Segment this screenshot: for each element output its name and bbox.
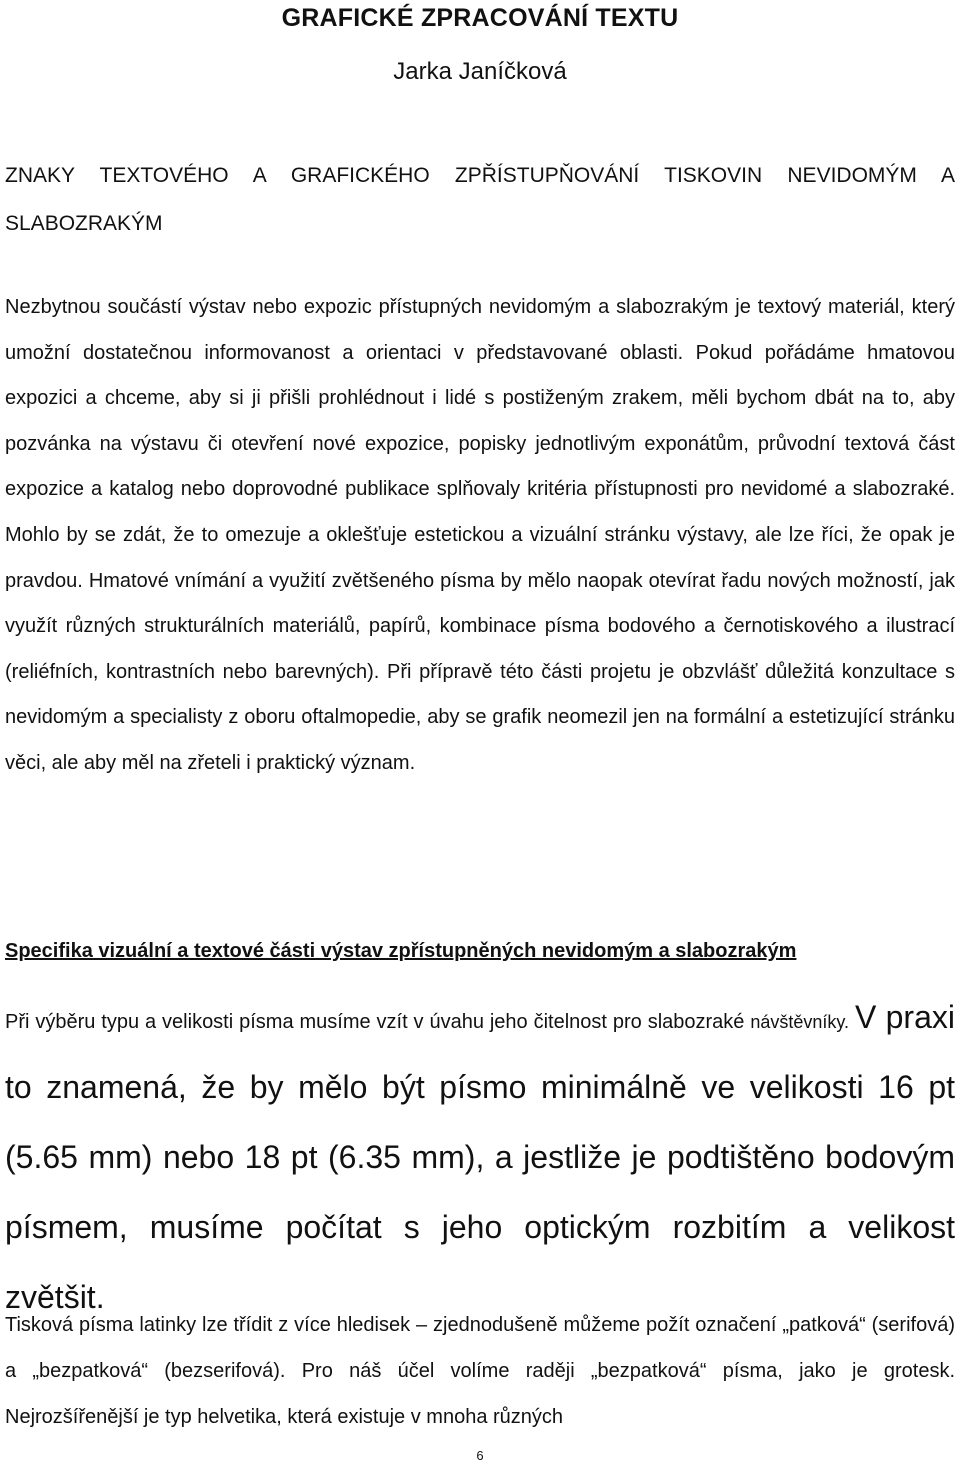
paragraph-intro: Nezbytnou součástí výstav nebo expozic přístupných nevidomým a slabozrakým je textový materiál, který umožní dostatečnou informovanost a orientaci v představované oblasti. Pokud pořádáme hmatovou expozici a chceme, aby si ji přišli prohlédnout i lidé s postiženým zrakem, měli bychom dbát na to, aby pozvánka na výstavu či otevření nové expozice, popisky jednotlivým exponátům, průvodní textová část expozice a katalog nebo doprovodné publikace splňovaly kritéria přístupnosti pro nevidomé a slabozraké. Mohlo by se zdát, že to omezuje a oklešťuje estetickou a vizuální stránku výstavy, ale lze říci, že opak je pravdou. Hmatové vnímání a využití zvětšeného písma by mělo naopak otevírat řadu nových možností, jak využít různých strukturálních materiálů, papírů, kombinace písma bodového a černotiskového a ilustrací (reliéfních, kontrastních nebo barevných). Při přípravě této části projetu je obzvlášť důležitá konzultace s nevidomým a specialisty z oboru oftalmopedie, aby se grafik neomezil jen na formální a estetizující stránku věci, ale aby měl na zřeteli i praktický význam.: [5, 296, 955, 774]
author-name: Jarka Janíčková: [393, 58, 567, 85]
document-title: GRAFICKÉ ZPRACOVÁNÍ TEXTU: [281, 4, 679, 32]
paragraph-typefaces: Tisková písma latinky lze třídit z více hledisek – zjednodušeně můžeme požít označení „patková“ (serifová) a „bezpatková“ (bezserifová). Pro náš účel volíme raději „bezpatková“ písma, jako je grotesk. Nejrozšířenější je typ helvetika, která existuje v mnoha různých: [5, 1314, 955, 1428]
paragraph-font-size-small: návštěvníky.: [750, 1012, 850, 1032]
page-number: 6: [476, 1448, 484, 1463]
paragraph-font-size-start: Při výběru typu a velikosti písma musíme vzít v úvahu jeho čitelnost pro slabozraké: [5, 1011, 751, 1033]
section-title: ZNAKY TEXTOVÉHO A GRAFICKÉHO ZPŘÍSTUPŇOVÁNÍ TISKOVIN NEVIDOMÝM A SLABOZRAKÝM: [5, 164, 955, 235]
paragraph-font-size-large: V praxi to znamená, že by mělo být písmo minimálně ve velikosti 16 pt (5.65 mm) nebo 18 pt (6.35 mm), a jestliže je podtištěno bodovým písmem, musíme počítat s jeho optickým rozbitím a velikost zvětšit.: [5, 999, 955, 1315]
section-heading: Specifika vizuální a textové části výstav zpřístupněných nevidomým a slabozrakým: [5, 940, 797, 962]
paragraph-font-size: [5, 982, 955, 1332]
